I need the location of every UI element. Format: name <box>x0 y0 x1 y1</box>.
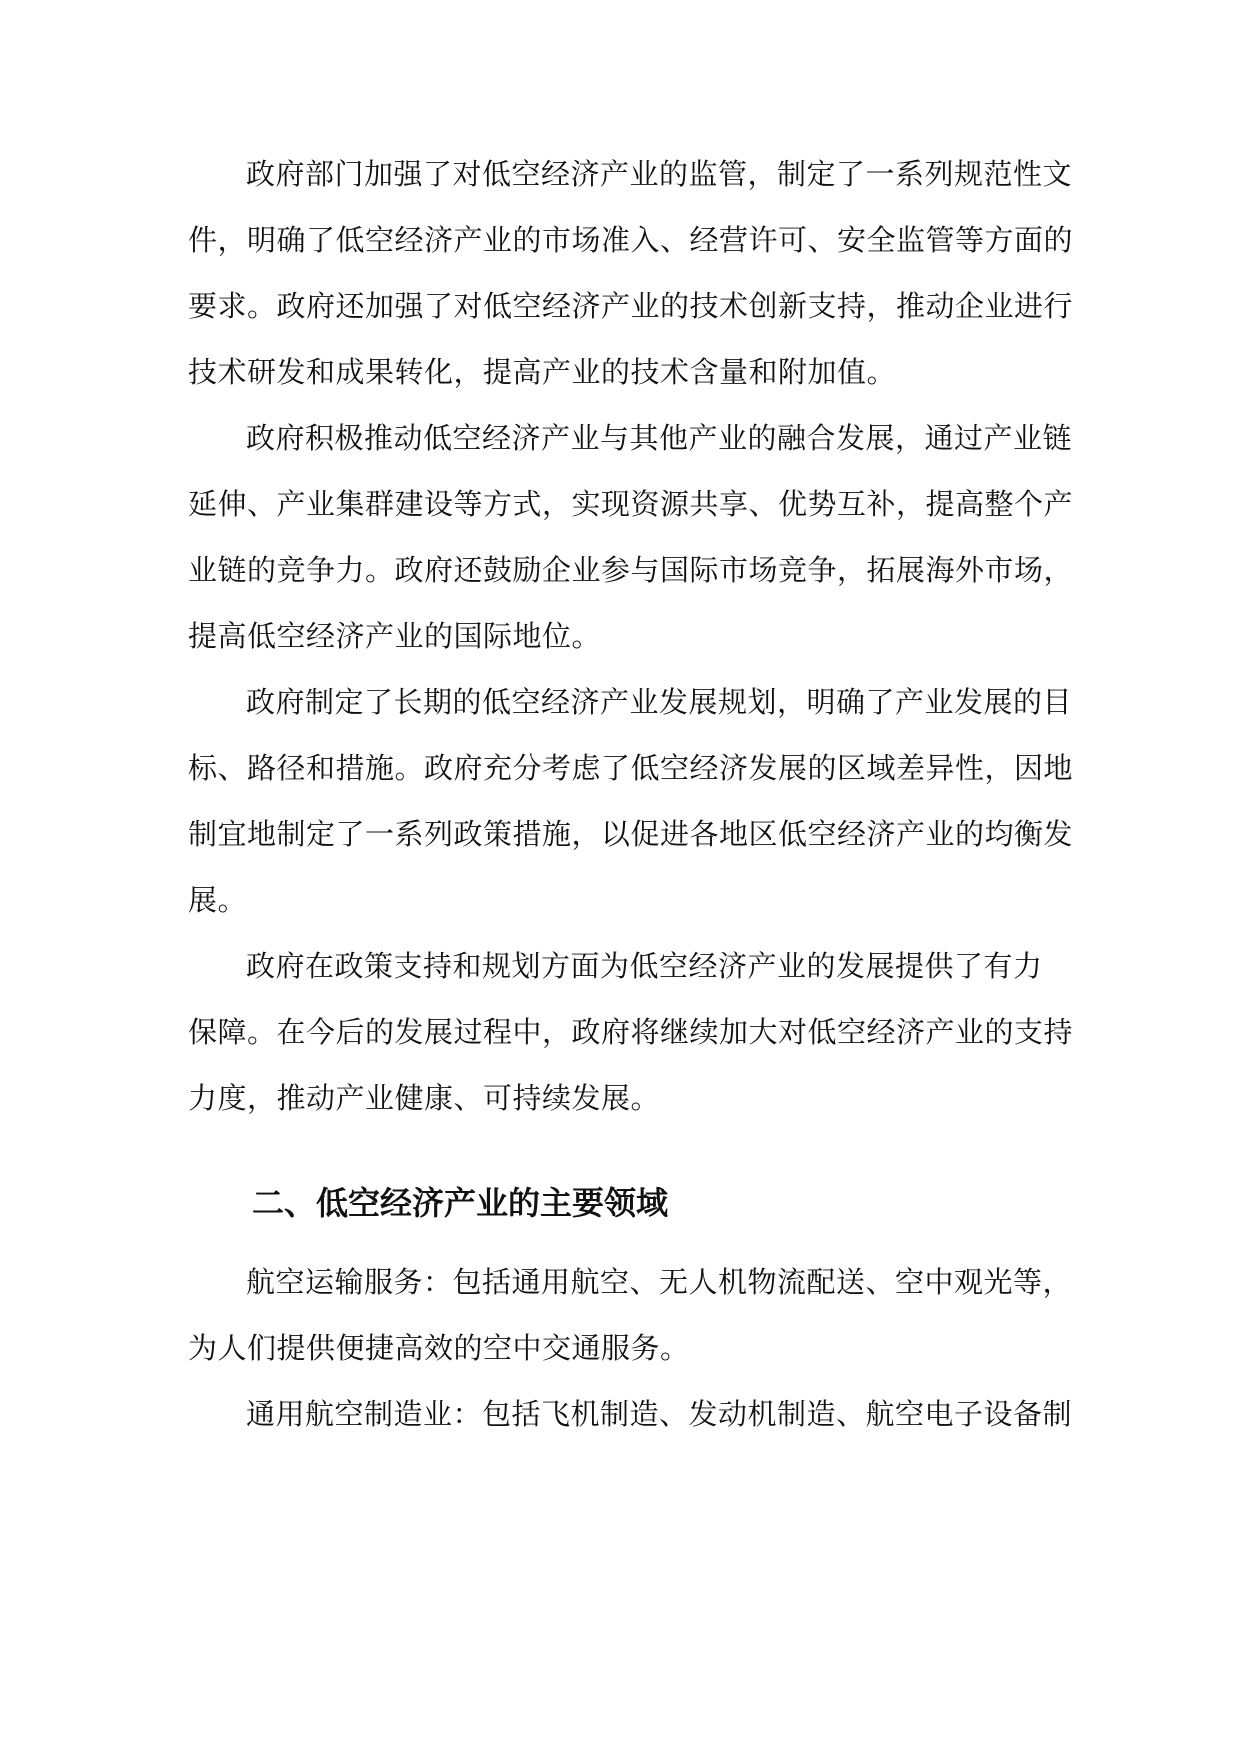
paragraph-3-line-4: 展。 <box>188 883 248 917</box>
paragraph-3-line-1: 政府制定了长期的低空经济产业发展规划，明确了产业发展的目 <box>246 685 1073 719</box>
paragraph-2-line-2: 延伸、产业集群建设等方式，实现资源共享、优势互补，提高整个产 <box>188 487 1074 521</box>
paragraph-2-line-3: 业链的竞争力。政府还鼓励企业参与国际市场竞争，拓展海外市场， <box>188 553 1074 587</box>
paragraph-1-line-3: 要求。政府还加强了对低空经济产业的技术创新支持，推动企业进行 <box>188 289 1074 323</box>
section-paragraph-1-line-1: 航空运输服务：包括通用航空、无人机物流配送、空中观光等， <box>246 1265 1073 1299</box>
paragraph-2-line-4: 提高低空经济产业的国际地位。 <box>188 619 602 653</box>
paragraph-1-line-1: 政府部门加强了对低空经济产业的监管，制定了一系列规范性文 <box>246 157 1073 191</box>
paragraph-4-line-1: 政府在政策支持和规划方面为低空经济产业的发展提供了有力 <box>246 949 1043 983</box>
paragraph-4-line-3: 力度，推动产业健康、可持续发展。 <box>188 1081 661 1115</box>
section-paragraph-2-line-1: 通用航空制造业：包括飞机制造、发动机制造、航空电子设备制 <box>246 1397 1073 1431</box>
section-paragraph-1-line-2: 为人们提供便捷高效的空中交通服务。 <box>188 1331 690 1365</box>
paragraph-2-line-1: 政府积极推动低空经济产业与其他产业的融合发展，通过产业链 <box>246 421 1073 455</box>
section-heading: 二、低空经济产业的主要领域 <box>252 1184 669 1222</box>
paragraph-4-line-2: 保障。在今后的发展过程中，政府将继续加大对低空经济产业的支持 <box>188 1015 1074 1049</box>
paragraph-1-line-4: 技术研发和成果转化，提高产业的技术含量和附加值。 <box>188 355 897 389</box>
paragraph-3-line-3: 制宜地制定了一系列政策措施，以促进各地区低空经济产业的均衡发 <box>188 817 1074 851</box>
paragraph-3-line-2: 标、路径和措施。政府充分考虑了低空经济发展的区域差异性，因地 <box>188 751 1074 785</box>
paragraph-1-line-2: 件，明确了低空经济产业的市场准入、经营许可、安全监管等方面的 <box>188 223 1074 257</box>
